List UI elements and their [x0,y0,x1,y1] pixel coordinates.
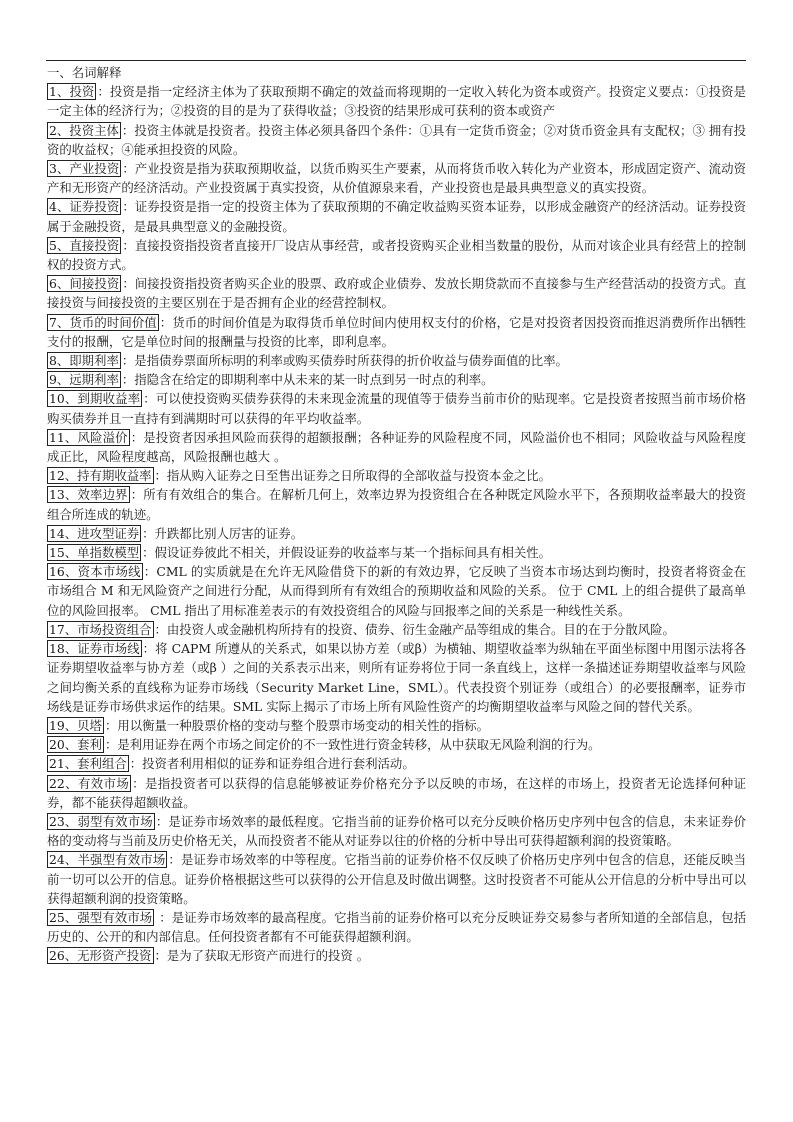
glossary-entry [47,754,746,773]
glossary-entry [47,716,746,735]
term-label: 25、强型有效市场 [49,909,153,925]
glossary-entry [47,351,746,370]
term-label: 9、远期利率 [49,372,119,388]
glossary-entry [47,946,746,965]
term-label: 15、单指数模型 [49,545,140,561]
term-label: 13、效率边界 [49,487,128,503]
glossary-entry [47,121,746,159]
term-label: 1、投资 [49,84,95,100]
term-definition: ：是指投资者可以获得的信息能够被证券价格充分予以反映的市场，在这样的市场上，投资者无论选择何种证券，都不能获得超额收益。 [47,775,746,810]
glossary-entry [47,428,746,466]
glossary-entry [47,466,746,485]
term-label: 16、资本市场线 [49,564,141,580]
term-definition: ：CML 的实质就是在允许无风险借贷下的新的有效边界，它反映了当资本市场达到均衡时，投资者将资金在市场组合 M 和无风险资产之间进行分配，从而得到所有有效组合的预期收益和风险的关系。 位于 CML 上的组合提供了最高单位的风险回报率。 CML 指出了用标准差表示的有效投资组合的风险与回报率之间的关系是一种线性关系。 [47,564,746,618]
term-label: 18、证券市场线 [49,641,140,657]
term-definition: ：投资主体就是投资者。投资主体必须具备四个条件：①具有一定货币资金；②对货币资金具有支配权；③ 拥有投资的收益权；④能承担投资的风险。 [47,122,746,157]
glossary-entry [47,812,746,850]
term-label: 12、持有期收益率 [49,468,152,484]
term-definition: ：假设证券彼此不相关，并假设证券的收益率与某一个指标间具有相关性。 [142,545,552,561]
term-label: 7、货币的时间价值 [49,314,157,330]
term-definition: ：是利用证券在两个市场之间定价的不一致性进行资金转移，从中获取无风险利润的行为。 [104,737,601,753]
term-definition: ：投资者利用相似的证券和证券组合进行套利活动。 [129,756,415,772]
glossary-entry [47,850,746,908]
term-definition: ：证券投资是指一定的投资主体为了获取预期的不确定收益购买资本证券，以形成金融资产的经济活动。证券投资属于金融投资，是最具典型意义的金融投资。 [47,199,746,234]
glossary-entry [47,524,746,543]
term-definition: ：指隐含在给定的即期利率中从未来的某一时点到另一时点的利率。 [121,372,494,388]
term-definition: ：间接投资指投资者购买企业的股票、政府或企业债券、发放长期贷款而不直接参与生产经营活动的投资方式。直接投资与间接投资的主要区别在于是否拥有企业的经营控制权。 [47,276,746,311]
glossary-entry [47,485,746,523]
glossary-entry [47,620,746,639]
glossary-entry [47,274,746,312]
term-label: 21、套利组合 [49,756,127,772]
glossary-entry [47,370,746,389]
term-label: 17、市场投资组合 [49,621,152,637]
term-definition: ：指从购入证券之日至售出证券之日所取得的全部收益与投资本金之比。 [154,468,552,484]
glossary-entry [47,313,746,351]
glossary-entry [47,774,746,812]
term-label: 11、风险溢价 [49,429,128,445]
term-definition: ：是投资者因承担风险而获得的超额报酬；各种证券的风险程度不同，风险溢价也不相同；风险收益与风险程度成正比，风险程度越高，风险报酬也越大 。 [47,429,746,465]
term-definition: ：将 CAPM 所遵从的关系式，如果以协方差（或β）为横轴、期望收益率为纵轴在平面坐标图中用图示法将各证券期望收益率与协方差（或β ）之间的关系表示出来，则所有证券将位于同一条直线上，这样一条描述证券期望收益率与风险之间均衡关系的直线称为证券市场线（Security Market Line，SML）。代表投资个别证券（或组合）的必要报酬率，证券市场线是证券市场供求运作的结果。SML 实际上揭示了市场上所有风险性资产的均衡期望收益率与风险之间的替代关系。 [47,641,746,714]
term-label: 4、证券投资 [49,199,120,215]
term-definition: ：可以使投资购买债券获得的未来现金流量的现值等于债券当前市价的贴现率。它是投资者按照当前市场价格购买债券并且一直持有到满期时可以获得的年平均收益率。 [47,391,746,426]
term-label: 3、产业投资 [49,161,120,177]
glossary-entry [47,735,746,754]
term-definition: ：产业投资是指为获取预期收益，以货币购买生产要素，从而将货币收入转化为产业资本，形成固定资产、流动资产和无形资产的经济活动。产业投资属于真实投资，从价值源泉来看，产业投资也是最具典型意义的真实投资。 [47,161,746,196]
term-definition: ：是指债券票面所标明的利率或购买债券时所获得的折价收益与债券面值的比率。 [121,353,568,369]
term-label: 5、直接投资 [49,237,120,253]
glossary-entry [47,236,746,274]
term-definition: ：是证券市场效率的中等程度。它指当前的证券价格不仅反映了价格历史序列中包含的信息，还能反映当前一切可以公开的信息。证券价格根据这些可以获得的公开信息及时做出调整。这时投资者不可能从公开信息的分析中导出可以获得超额利润的投资策略。 [47,852,746,906]
term-label: 10、到期收益率 [49,391,141,407]
glossary-entry [47,562,746,620]
term-label: 20、套利 [49,737,102,753]
term-definition: ：是为了获取无形资产而进行的投资 。 [154,948,370,964]
glossary-entry [47,389,746,427]
term-definition: ：所有有效组合的集合。在解析几何上，效率边界为投资组合在各种既定风险水平下，各预期收益率最大的投资组合所连成的轨迹。 [47,487,746,522]
top-rule [46,60,746,61]
term-label: 22、有效市场 [49,775,130,791]
section-title: 一、名词解释 [47,65,122,80]
term-definition: ：货币的时间价值是为取得货币单位时间内使用权支付的价格，它是对投资者因投资而推迟消费所作出牺牲支付的报酬，它是单位时间的报酬量与投资的比率，即利息率。 [47,314,746,349]
term-definition: ：用以衡量一种股票价格的变动与整个股票市场变动的相关性的指标。 [104,717,490,733]
term-definition: ：是证券市场效率的最高程度。它指当前的证券价格可以充分反映证券交易参与者所知道的全部信息，包括历史的、公开的和内部信息。任何投资者都有不可能获得超额利润。 [47,909,746,945]
term-label: 6、间接投资 [49,276,120,292]
term-label: 26、无形资产投资 [49,948,152,964]
glossary-content [47,63,746,966]
term-definition: ：是证券市场效率的最低程度。它指当前的证券价格可以充分反映价格历史序列中包含的信息，未来证券价格的变动将与当前及历史价格无关，从而投资者不能从对证券以往的价格的分析中导出可获得超额利润的投资策略。 [47,813,746,849]
glossary-entry [47,543,746,562]
glossary-list [47,82,746,965]
term-label: 19、贝塔 [49,717,102,733]
glossary-entry [47,197,746,235]
glossary-entry [47,159,746,197]
term-definition: ：直接投资指投资者直接开厂设店从事经营，或者投资购买企业相当数量的股份，从而对该企业具有经营上的控制权的投资方式。 [47,237,746,273]
term-definition: ：投资是指一定经济主体为了获取预期不确定的效益而将现期的一定收入转化为资本或资产。投资定义要点：①投资是一定主体的经济行为；②投资的目的是为了获得收益；③投资的结果形成可获利的资本或资产 [47,84,747,119]
glossary-entry [47,82,746,120]
term-label: 24、半强型有效市场 [49,852,166,868]
glossary-entry [47,639,746,716]
term-label: 23、弱型有效市场 [49,813,153,829]
term-label: 14、进攻型证券 [49,525,140,541]
term-label: 8、即期利率 [49,353,119,369]
term-label: 2、投资主体 [49,122,119,138]
glossary-entry [47,908,746,946]
term-definition: ：升跌都比别人厉害的证券。 [142,525,304,541]
term-definition: ：由投资人或金融机构所持有的投资、债券、衍生金融产品等组成的集合。目的在于分散风险。 [154,621,675,637]
